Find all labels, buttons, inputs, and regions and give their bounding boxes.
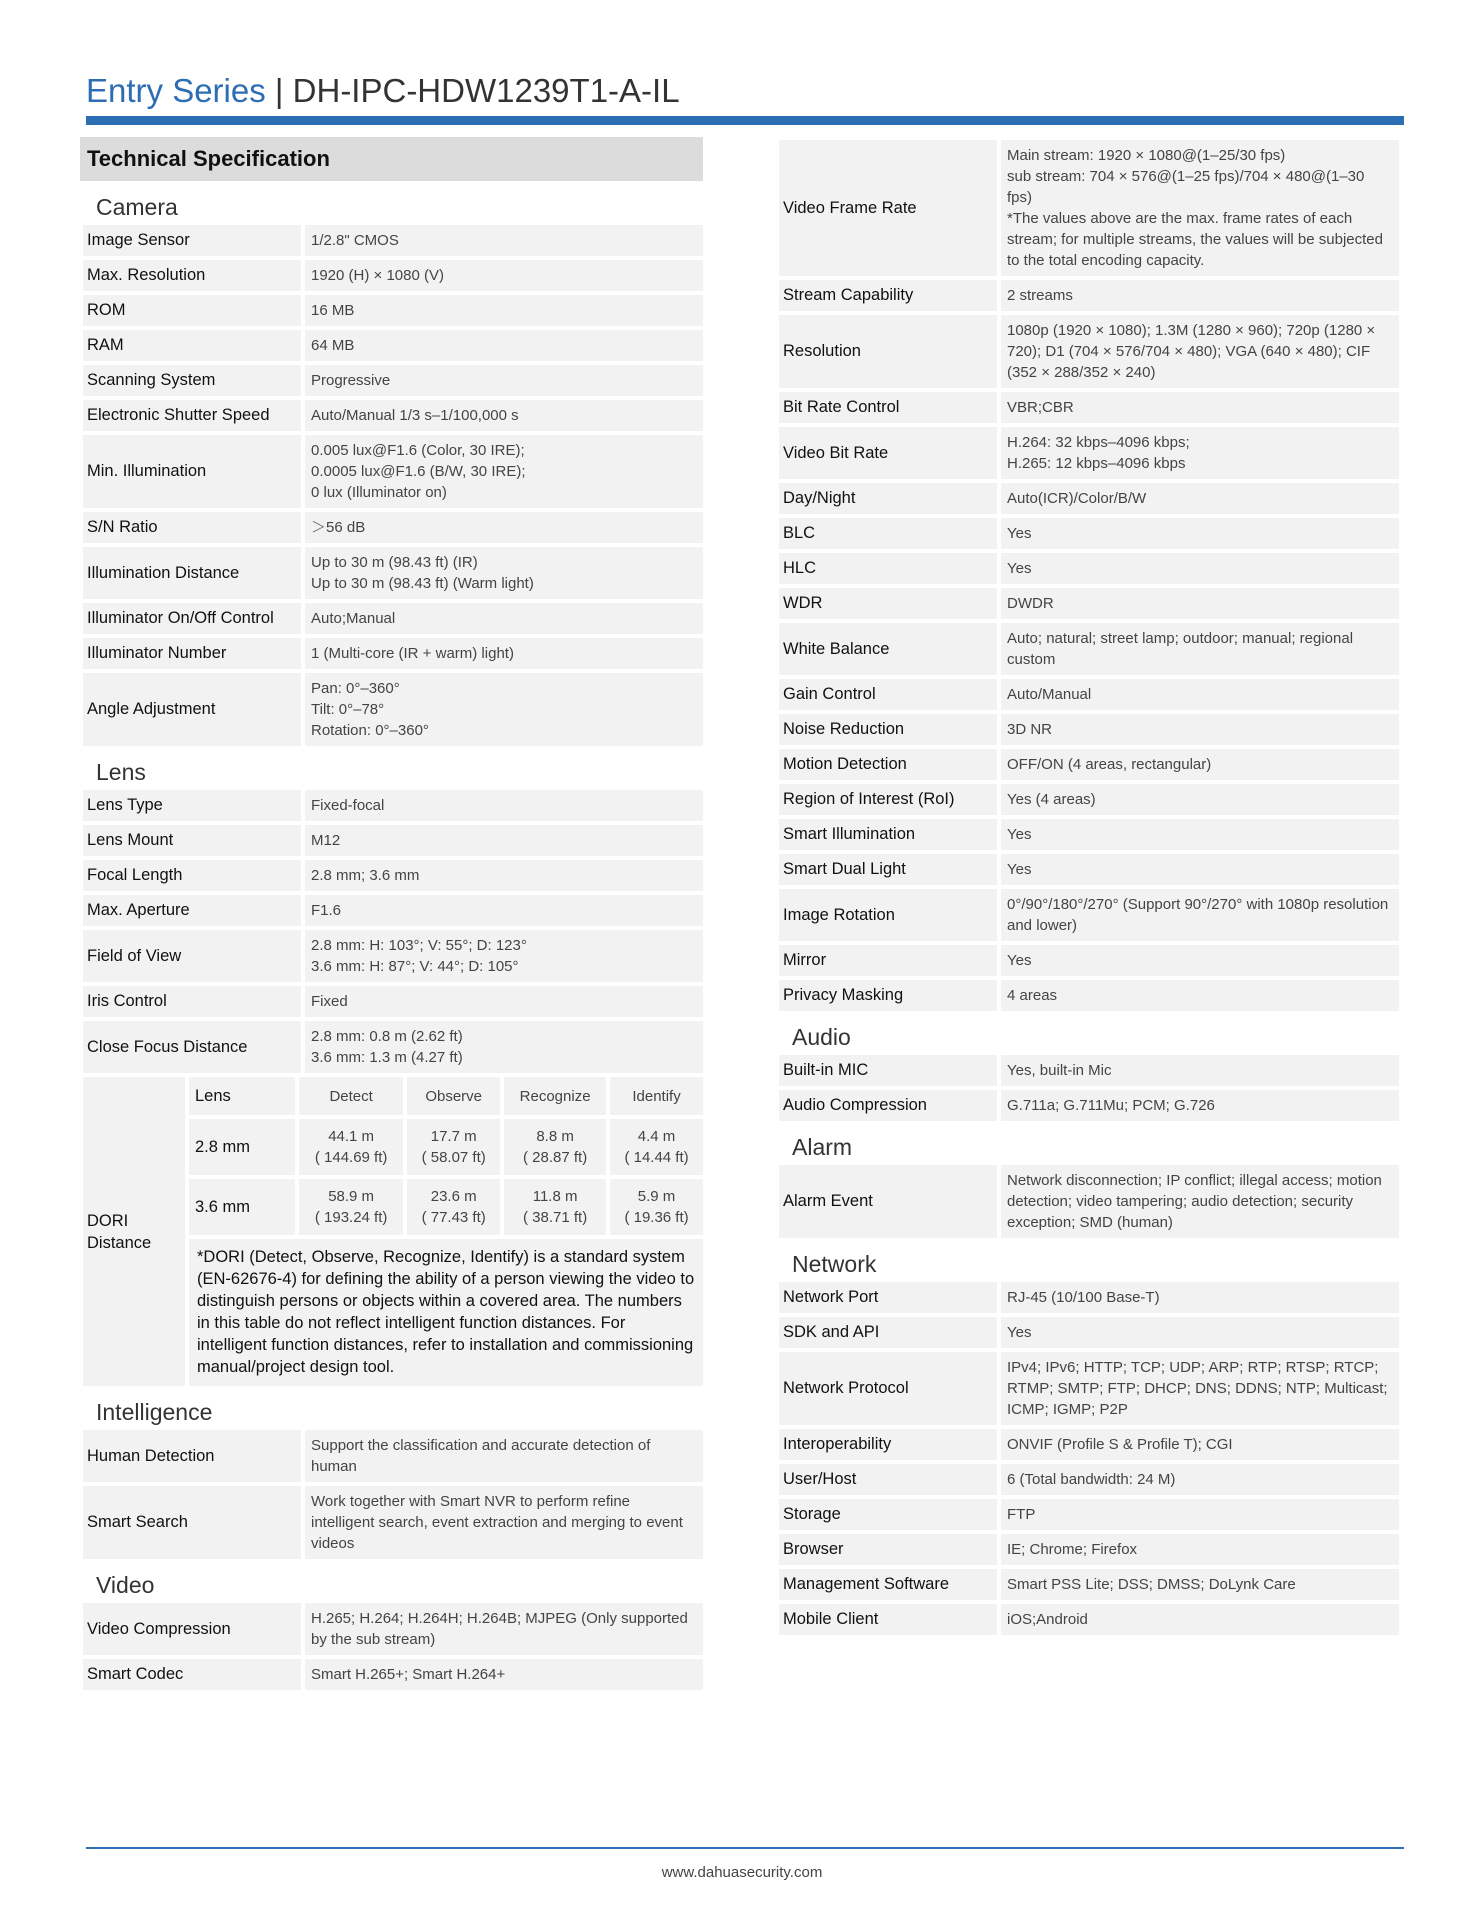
spec-row-network-port [779, 1282, 1399, 1313]
spec-label: Mobile Client [779, 1604, 997, 1635]
spec-label: User/Host [779, 1464, 997, 1495]
spec-label: Built-in MIC [779, 1055, 997, 1086]
spec-row-built-in-mic [779, 1055, 1399, 1086]
spec-label: Smart Search [83, 1486, 301, 1559]
spec-value: H.265; H.264; H.264H; H.264B; MJPEG (Only supported by the sub stream) [305, 1603, 703, 1655]
spec-value: 16 MB [305, 295, 703, 326]
spec-label: Privacy Masking [779, 980, 997, 1011]
spec-label: Image Sensor [83, 225, 301, 256]
spec-value: 6 (Total bandwidth: 24 M) [1001, 1464, 1399, 1495]
spec-label: Iris Control [83, 986, 301, 1017]
spec-value: Auto(ICR)/Color/B/W [1001, 483, 1399, 514]
spec-value: Yes (4 areas) [1001, 784, 1399, 815]
spec-row-illuminator-number [83, 638, 703, 669]
spec-label: Gain Control [779, 679, 997, 710]
dori-header-cell: Recognize [504, 1077, 606, 1115]
spec-row-ram [83, 330, 703, 361]
spec-value: 0°/90°/180°/270° (Support 90°/270° with 1080p resolution and lower) [1001, 889, 1399, 941]
spec-row-lens-type [83, 790, 703, 821]
spec-value: 1 (Multi-core (IR + warm) light) [305, 638, 703, 669]
spec-value: 2 streams [1001, 280, 1399, 311]
dori-note: *DORI (Detect, Observe, Recognize, Identify) is a standard system (EN-62676-4) for defining the ability of a person viewing the video to distinguish persons or objects within a covered area. The numbers in this table do not reflect intelligent function distances. For intelligent function distances, refer to installation and commissioning manual/project design tool. [189, 1239, 703, 1386]
spec-value: Auto/Manual 1/3 s–1/100,000 s [305, 400, 703, 431]
spec-value: G.711a; G.711Mu; PCM; G.726 [1001, 1090, 1399, 1121]
spec-value: DWDR [1001, 588, 1399, 619]
spec-value: ＞56 dB [305, 512, 703, 543]
spec-value: ONVIF (Profile S & Profile T); CGI [1001, 1429, 1399, 1460]
spec-row-s-n-ratio [83, 512, 703, 543]
spec-label: Field of View [83, 930, 301, 982]
spec-row-alarm-event [779, 1165, 1399, 1238]
dori-label: DORI Distance [83, 1077, 185, 1386]
spec-label: Storage [779, 1499, 997, 1530]
spec-value: OFF/ON (4 areas, rectangular) [1001, 749, 1399, 780]
spec-row-resolution [779, 315, 1399, 388]
spec-value: Auto/Manual [1001, 679, 1399, 710]
spec-value: Yes [1001, 945, 1399, 976]
spec-label: BLC [779, 518, 997, 549]
spec-row-image-rotation [779, 889, 1399, 941]
dori-value-cell: 8.8 m ( 28.87 ft) [504, 1119, 606, 1175]
spec-label: Max. Resolution [83, 260, 301, 291]
dori-header-cell: Observe [407, 1077, 500, 1115]
spec-row-max-resolution [83, 260, 703, 291]
spec-row-audio-compression [779, 1090, 1399, 1121]
spec-label: Min. Illumination [83, 435, 301, 508]
spec-value: F1.6 [305, 895, 703, 926]
dori-header-cell: Detect [299, 1077, 403, 1115]
spec-label: Alarm Event [779, 1165, 997, 1238]
header-bar [86, 116, 1404, 125]
dori-lens-cell: 3.6 mm [189, 1179, 295, 1235]
dori-value-cell: 58.9 m ( 193.24 ft) [299, 1179, 403, 1235]
spec-value: Yes [1001, 1317, 1399, 1348]
spec-value: 1/2.8" CMOS [305, 225, 703, 256]
spec-row-interoperability [779, 1429, 1399, 1460]
spec-label: Electronic Shutter Speed [83, 400, 301, 431]
spec-value: iOS;Android [1001, 1604, 1399, 1635]
spec-row-human-detection [83, 1430, 703, 1482]
spec-label: Audio Compression [779, 1090, 997, 1121]
spec-value: Yes [1001, 854, 1399, 885]
spec-label: Human Detection [83, 1430, 301, 1482]
spec-label: Region of Interest (RoI) [779, 784, 997, 815]
spec-value: Pan: 0°–360° Tilt: 0°–78° Rotation: 0°–360° [305, 673, 703, 746]
spec-value: Fixed-focal [305, 790, 703, 821]
spec-label: Image Rotation [779, 889, 997, 941]
spec-row-smart-search [83, 1486, 703, 1559]
spec-label: S/N Ratio [83, 512, 301, 543]
spec-row-max-aperture [83, 895, 703, 926]
spec-row-video-compression [83, 1603, 703, 1655]
spec-value: Smart PSS Lite; DSS; DMSS; DoLynk Care [1001, 1569, 1399, 1600]
dori-value-cell: 17.7 m ( 58.07 ft) [407, 1119, 500, 1175]
spec-label: Max. Aperture [83, 895, 301, 926]
spec-value: FTP [1001, 1499, 1399, 1530]
right-sections [776, 140, 1399, 1635]
spec-label: Network Port [779, 1282, 997, 1313]
spec-label: Browser [779, 1534, 997, 1565]
spec-value: Smart H.265+; Smart H.264+ [305, 1659, 703, 1690]
spec-value: Auto; natural; street lamp; outdoor; manual; regional custom [1001, 623, 1399, 675]
spec-row-image-sensor [83, 225, 703, 256]
header-separator: | [274, 72, 284, 109]
spec-row-region-of-interest-roi [779, 784, 1399, 815]
spec-value: 2.8 mm: H: 103°; V: 55°; D: 123° 3.6 mm: H: 87°; V: 44°; D: 105° [305, 930, 703, 982]
model-name: DH-IPC-HDW1239T1-A-IL [292, 72, 680, 109]
spec-label: Network Protocol [779, 1352, 997, 1425]
spec-row-angle-adjustment [83, 673, 703, 746]
dori-value-cell: 5.9 m ( 19.36 ft) [610, 1179, 703, 1235]
spec-label: Focal Length [83, 860, 301, 891]
spec-value: Yes [1001, 819, 1399, 850]
spec-value: Yes, built-in Mic [1001, 1055, 1399, 1086]
spec-value: 1080p (1920 × 1080); 1.3M (1280 × 960); 720p (1280 × 720); D1 (704 × 576/704 × 480); VGA (640 × 480); CIF (352 × 288/352 × 240) [1001, 315, 1399, 388]
dori-row [189, 1119, 703, 1175]
spec-label: Smart Codec [83, 1659, 301, 1690]
footer-line [86, 1847, 1404, 1849]
spec-label: HLC [779, 553, 997, 584]
series-name: Entry Series [86, 72, 266, 109]
spec-label: Video Bit Rate [779, 427, 997, 479]
spec-label: Illuminator On/Off Control [83, 603, 301, 634]
left-sections [80, 185, 703, 1073]
spec-label: Illumination Distance [83, 547, 301, 599]
spec-row-smart-illumination [779, 819, 1399, 850]
spec-label: Day/Night [779, 483, 997, 514]
spec-value: 2.8 mm; 3.6 mm [305, 860, 703, 891]
spec-value: Auto;Manual [305, 603, 703, 634]
spec-row-wdr [779, 588, 1399, 619]
spec-value: Yes [1001, 518, 1399, 549]
spec-row-illumination-distance [83, 547, 703, 599]
dori-value-cell: 11.8 m ( 38.71 ft) [504, 1179, 606, 1235]
footer-url: www.dahuasecurity.com [661, 1864, 823, 1881]
spec-value: 4 areas [1001, 980, 1399, 1011]
spec-label: Resolution [779, 315, 997, 388]
dori-row [189, 1179, 703, 1235]
spec-value: M12 [305, 825, 703, 856]
dori-body [189, 1077, 703, 1386]
spec-label: Video Frame Rate [779, 140, 997, 276]
spec-row-electronic-shutter-speed [83, 400, 703, 431]
spec-label: Mirror [779, 945, 997, 976]
right-column [776, 140, 1399, 1639]
spec-row-close-focus-distance [83, 1021, 703, 1073]
spec-label: Illuminator Number [83, 638, 301, 669]
spec-value: Progressive [305, 365, 703, 396]
spec-row-video-bit-rate [779, 427, 1399, 479]
dori-value-cell: 44.1 m ( 144.69 ft) [299, 1119, 403, 1175]
section-title-network: Network [792, 1251, 877, 1277]
section-title-video: Video [96, 1572, 155, 1598]
spec-value: IE; Chrome; Firefox [1001, 1534, 1399, 1565]
spec-row-mirror [779, 945, 1399, 976]
spec-value: 64 MB [305, 330, 703, 361]
spec-row-focal-length [83, 860, 703, 891]
dori-header-cell: Identify [610, 1077, 703, 1115]
spec-row-privacy-masking [779, 980, 1399, 1011]
spec-label: Scanning System [83, 365, 301, 396]
spec-row-iris-control [83, 986, 703, 1017]
spec-row-min-illumination [83, 435, 703, 508]
spec-row-gain-control [779, 679, 1399, 710]
spec-label: White Balance [779, 623, 997, 675]
spec-label: Close Focus Distance [83, 1021, 301, 1073]
spec-row-management-software [779, 1569, 1399, 1600]
spec-value: Main stream: 1920 × 1080@(1–25/30 fps) sub stream: 704 × 576@(1–25 fps)/704 × 480@(1–30 fps) *The values above are the max. frame rates of each stream; for multiple streams, the values will be subjected to the total encoding capacity. [1001, 140, 1399, 276]
spec-value: 1920 (H) × 1080 (V) [305, 260, 703, 291]
spec-value: Network disconnection; IP conflict; illegal access; motion detection; video tampering; audio detection; security exception; SMD (human) [1001, 1165, 1399, 1238]
dori-table [185, 1073, 707, 1239]
section-title-lens: Lens [96, 759, 146, 785]
dori-block [83, 1077, 703, 1386]
spec-row-noise-reduction [779, 714, 1399, 745]
spec-label: Bit Rate Control [779, 392, 997, 423]
spec-row-stream-capability [779, 280, 1399, 311]
spec-label: Angle Adjustment [83, 673, 301, 746]
spec-row-motion-detection [779, 749, 1399, 780]
spec-row-blc [779, 518, 1399, 549]
spec-row-scanning-system [83, 365, 703, 396]
spec-label: ROM [83, 295, 301, 326]
spec-value: H.264: 32 kbps–4096 kbps; H.265: 12 kbps–4096 kbps [1001, 427, 1399, 479]
spec-value: 2.8 mm: 0.8 m (2.62 ft) 3.6 mm: 1.3 m (4.27 ft) [305, 1021, 703, 1073]
spec-row-field-of-view [83, 930, 703, 982]
spec-row-white-balance [779, 623, 1399, 675]
spec-row-storage [779, 1499, 1399, 1530]
spec-row-video-frame-rate [779, 140, 1399, 276]
spec-row-rom [83, 295, 703, 326]
section-title-camera: Camera [96, 194, 178, 220]
spec-label: Lens Type [83, 790, 301, 821]
spec-title: Technical Specification [80, 137, 703, 181]
spec-row-day-night [779, 483, 1399, 514]
spec-value: Work together with Smart NVR to perform refine intelligent search, event extraction and merging to event videos [305, 1486, 703, 1559]
spec-label: Interoperability [779, 1429, 997, 1460]
spec-value: VBR;CBR [1001, 392, 1399, 423]
spec-label: Video Compression [83, 1603, 301, 1655]
section-title-audio: Audio [792, 1024, 851, 1050]
dori-lens-cell: 2.8 mm [189, 1119, 295, 1175]
spec-label: Motion Detection [779, 749, 997, 780]
spec-value: Fixed [305, 986, 703, 1017]
spec-label: Noise Reduction [779, 714, 997, 745]
spec-row-hlc [779, 553, 1399, 584]
dori-header-row [189, 1077, 703, 1115]
spec-row-network-protocol [779, 1352, 1399, 1425]
dori-header-cell: Lens [189, 1077, 295, 1115]
section-title-intelligence: Intelligence [96, 1399, 213, 1425]
left-column [80, 137, 703, 1694]
spec-row-sdk-and-api [779, 1317, 1399, 1348]
spec-row-smart-codec [83, 1659, 703, 1690]
spec-row-user-host [779, 1464, 1399, 1495]
spec-label: WDR [779, 588, 997, 619]
spec-row-lens-mount [83, 825, 703, 856]
spec-value: 0.005 lux@F1.6 (Color, 30 IRE); 0.0005 lux@F1.6 (B/W, 30 IRE); 0 lux (Illuminator on) [305, 435, 703, 508]
spec-row-illuminator-on-off-control [83, 603, 703, 634]
spec-value: IPv4; IPv6; HTTP; TCP; UDP; ARP; RTP; RTSP; RTCP; RTMP; SMTP; FTP; DHCP; DNS; DDNS; NTP; Multicast; ICMP; IGMP; P2P [1001, 1352, 1399, 1425]
spec-label: Smart Dual Light [779, 854, 997, 885]
spec-label: Smart Illumination [779, 819, 997, 850]
spec-value: Yes [1001, 553, 1399, 584]
spec-label: SDK and API [779, 1317, 997, 1348]
spec-value: Up to 30 m (98.43 ft) (IR) Up to 30 m (98.43 ft) (Warm light) [305, 547, 703, 599]
left-sections-after [80, 1390, 703, 1690]
page-header [86, 72, 680, 110]
spec-value: Support the classification and accurate detection of human [305, 1430, 703, 1482]
spec-label: RAM [83, 330, 301, 361]
spec-row-bit-rate-control [779, 392, 1399, 423]
section-title-alarm: Alarm [792, 1134, 853, 1160]
spec-row-mobile-client [779, 1604, 1399, 1635]
spec-label: Stream Capability [779, 280, 997, 311]
spec-value: RJ-45 (10/100 Base-T) [1001, 1282, 1399, 1313]
spec-value: 3D NR [1001, 714, 1399, 745]
dori-value-cell: 4.4 m ( 14.44 ft) [610, 1119, 703, 1175]
spec-label: Lens Mount [83, 825, 301, 856]
dori-value-cell: 23.6 m ( 77.43 ft) [407, 1179, 500, 1235]
spec-row-browser [779, 1534, 1399, 1565]
spec-label: Management Software [779, 1569, 997, 1600]
spec-row-smart-dual-light [779, 854, 1399, 885]
